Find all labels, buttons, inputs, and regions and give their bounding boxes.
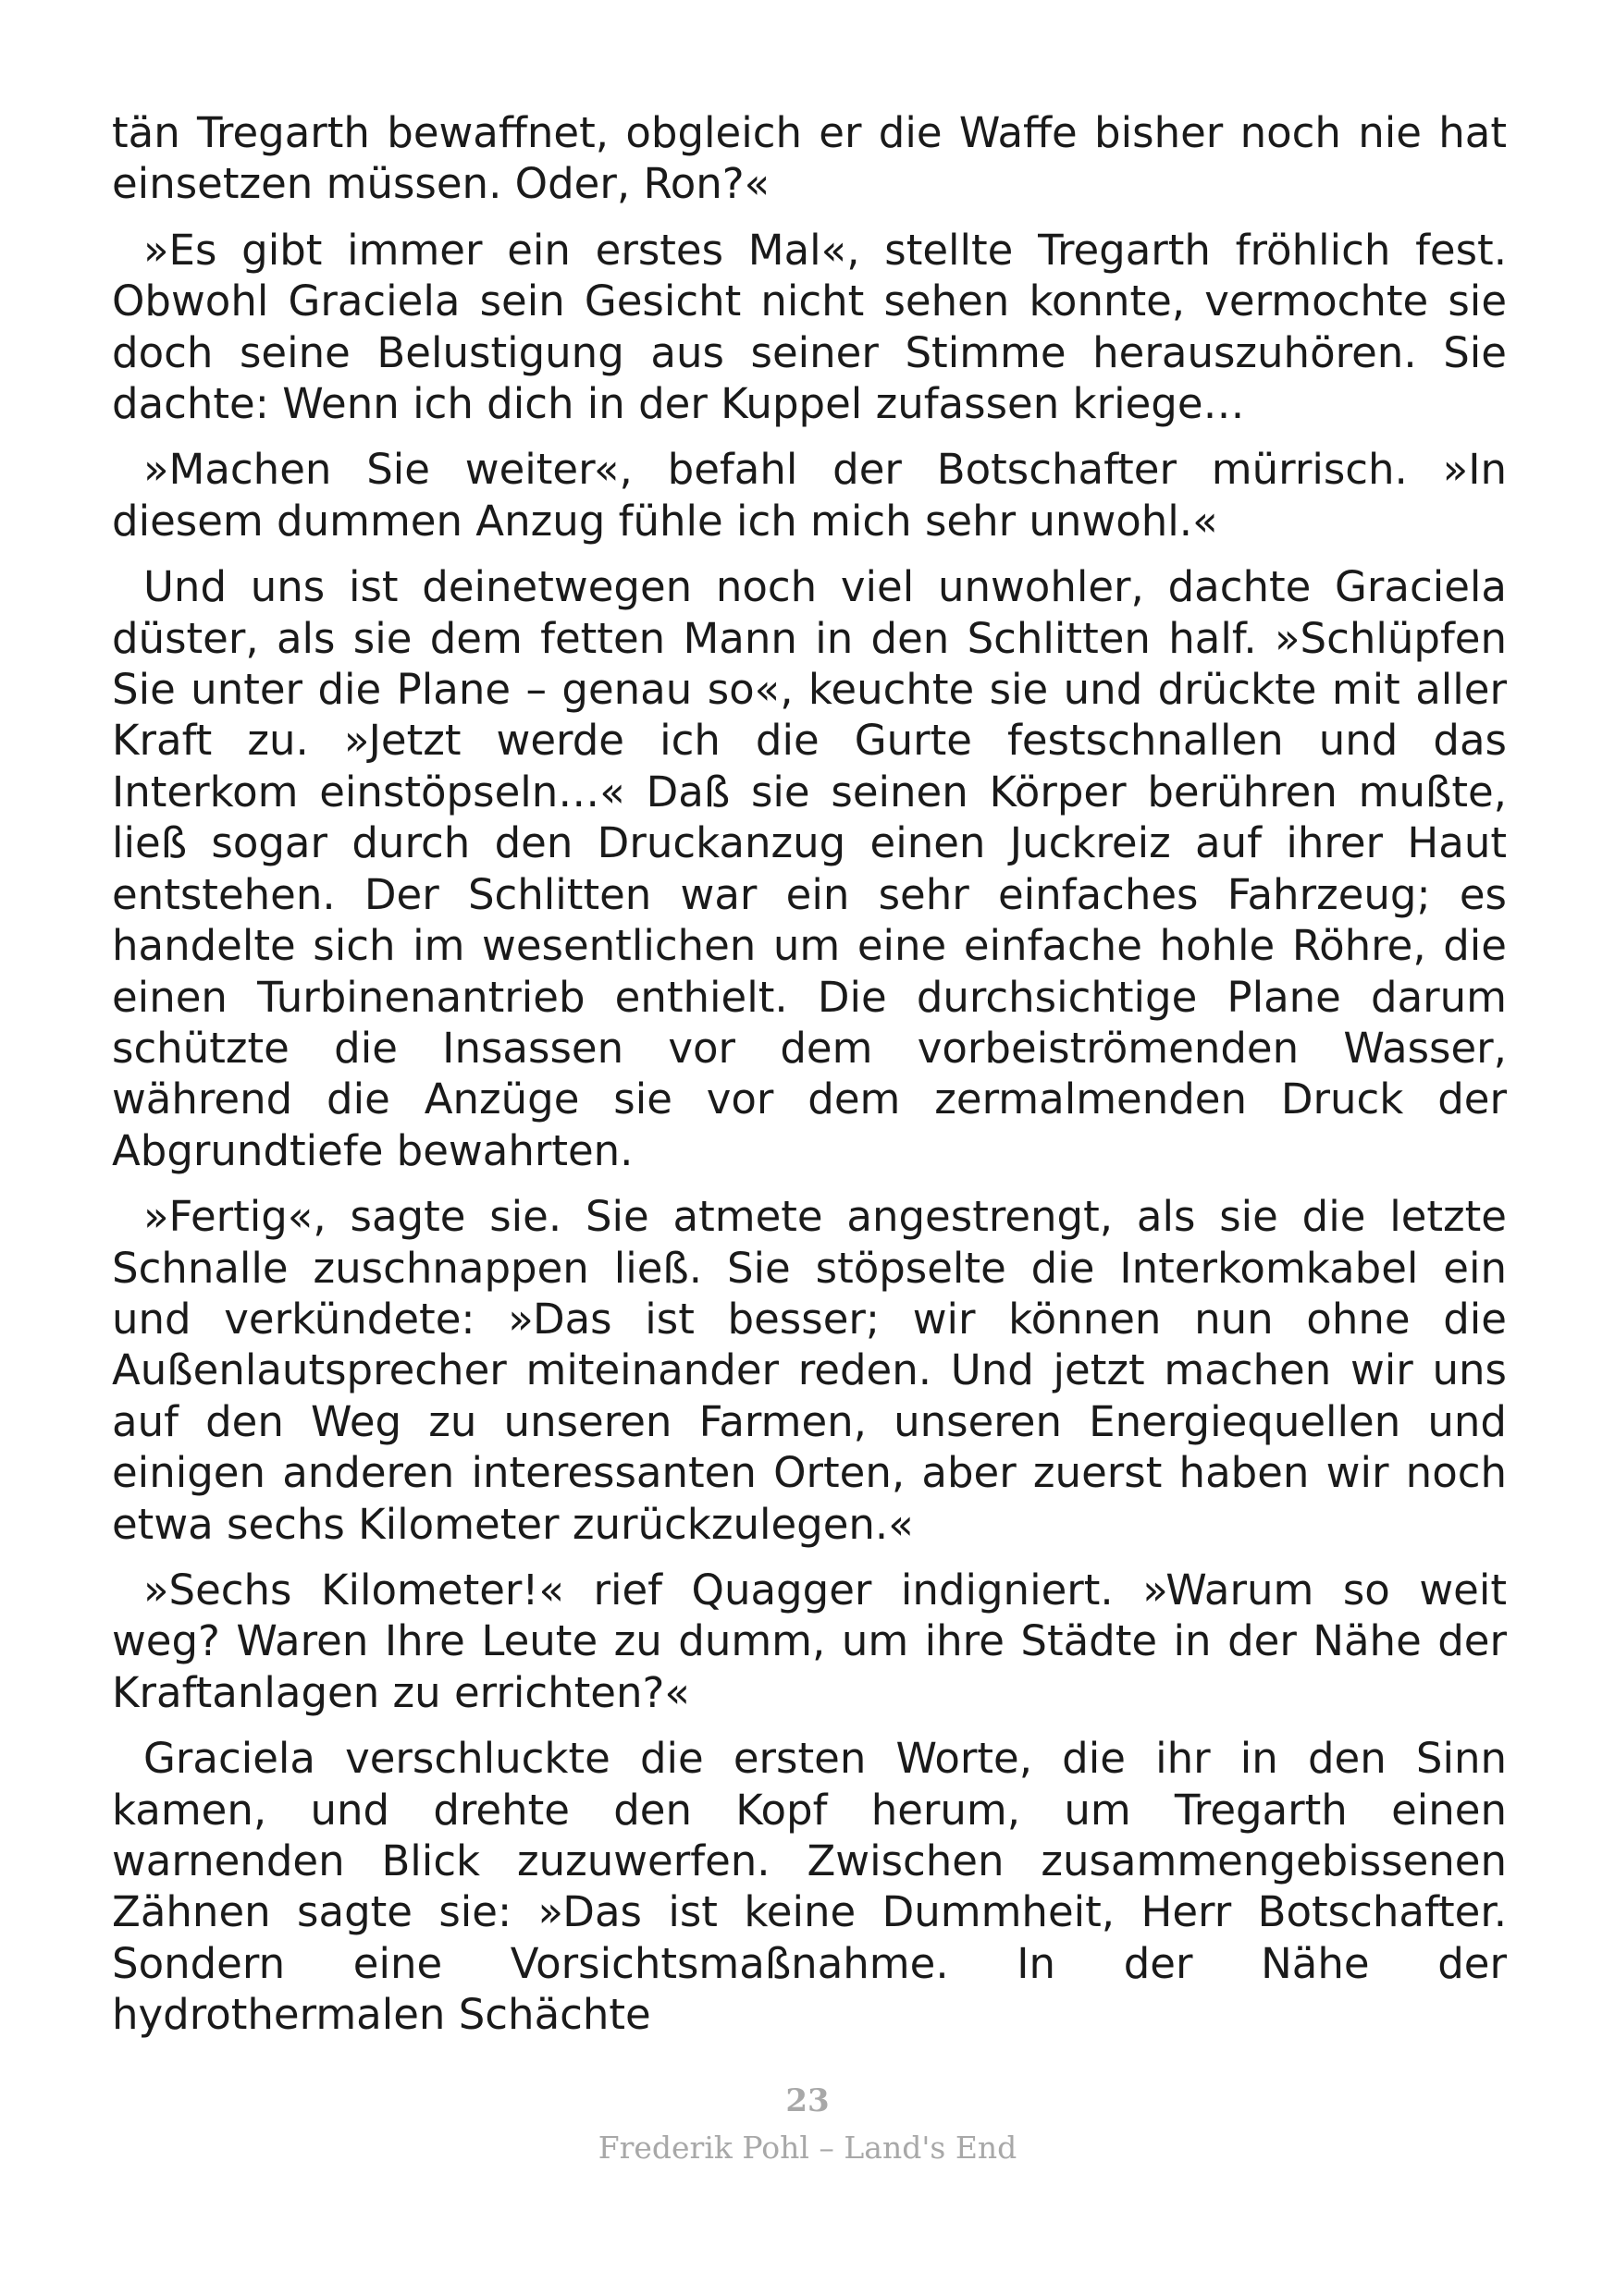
paragraph-5: »Fertig«, sagte sie. Sie atmete angestrengt, als sie die letzte Schnalle zuschnappen ließ. Sie stöpselte die Interkomkabel ein und verkündete: »Das ist besser; wir können nun ohne die Außenlautsprecher miteinander reden. Und jetzt machen wir uns auf den Weg zu unseren Farmen, unseren Energiequellen und einigen anderen interessanten Orten, aber zuerst haben wir noch etwa sechs Kilometer zurückzulegen.« bbox=[112, 1192, 1507, 1549]
paragraph-6: »Sechs Kilometer!« rief Quagger indigniert. »Warum so weit weg? Waren Ihre Leute zu dumm, um ihre Städte in der Nähe der Kraftanlagen zu errichten?« bbox=[112, 1565, 1507, 1717]
paragraph-7: Graciela verschluckte die ersten Worte, die ihr in den Sinn kamen, und drehte den Kopf herum, um Tregarth einen warnenden Blick zuzuwerfen. Zwischen zusammengebissenen Zähnen sagte sie: »Das ist keine Dummheit, Herr Botschafter. Sondern eine Vorsichtsmaßnahme. In der Nähe der hydrothermalen Schächte bbox=[112, 1734, 1507, 2040]
paragraph-3: »Machen Sie weiter«, befahl der Botschafter mürrisch. »In diesem dummen Anzug fühle ich mich sehr unwohl.« bbox=[112, 445, 1507, 546]
book-title: Frederik Pohl – Land's End bbox=[598, 2130, 1017, 2166]
paragraph-2: »Es gibt immer ein erstes Mal«, stellte Tregarth fröhlich fest. Obwohl Graciela sein Gesicht nicht sehen konnte, vermochte sie doch seine Belustigung aus seiner Stimme herauszuhören. Sie dachte: Wenn ich dich in der Kuppel zufassen kriege… bbox=[112, 225, 1507, 429]
page-number: 23 bbox=[785, 2082, 830, 2119]
paragraph-4: Und uns ist deinetwegen noch viel unwohler, dachte Graciela düster, als sie dem fetten Mann in den Schlitten half. »Schlüpfen Sie unter die Plane – genau so«, keuchte sie und drückte mit aller Kraft zu. »Jetzt werde ich die Gurte festschnallen und das Interkom einstöpseln…« Daß sie seinen Körper berühren mußte, ließ sogar durch den Druckanzug einen Juckreiz auf ihrer Haut entstehen. Der Schlitten war ein sehr einfaches Fahrzeug; es handelte sich im wesentlichen um eine einfache hohle Röhre, die einen Turbinenantrieb enthielt. Die durchsichtige Plane darum schützte die Insassen vor dem vorbeiströmenden Wasser, während die Anzüge sie vor dem zermalmenden Druck der Abgrundtiefe bewahrten. bbox=[112, 562, 1507, 1175]
paragraph-1: tän Tregarth bewaffnet, obgleich er die Waffe bisher noch nie hat einsetzen müssen. Oder, Ron?« bbox=[112, 108, 1507, 209]
body-text bbox=[112, 107, 1507, 2056]
